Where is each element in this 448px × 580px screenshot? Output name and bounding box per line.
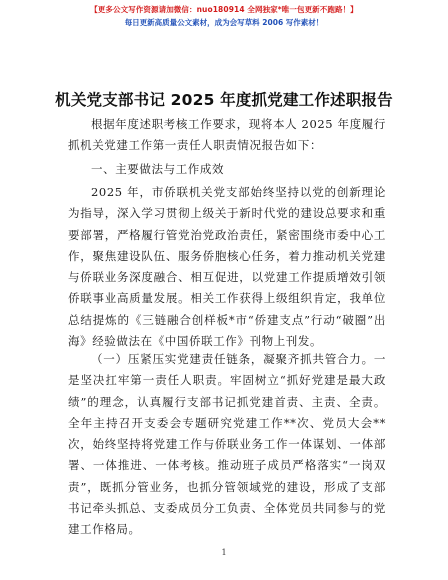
promo-notice-line-1: 【更多公文写作资源请加微信：nuo180914 全网独家*唯一包更新不跑路！】 <box>90 5 358 14</box>
body-paragraph-1: 2025 年，市侨联机关党支部始终坚持以党的创新理论为指导，深入学习贯彻上级关于新时代党的建设总要求和重要部署，严格履行管党治党政治责任，紧密围绕市委中心工作，聚焦建设队伍、服务侨胞核心任务，着力推动机关党建与侨联业务深度融合、相互促进，以党建工作提质增效引领侨联事业高质量发展。相关工作获得上级组织肯定，我单位总结提炼的《三链融合创样板*市“侨建支点”行动“破圈”出海》经验做法在《中国侨联工作》刊物上刊发。 <box>68 185 386 349</box>
document-title: 机关党支部书记 2025 年度抓党建工作述职报告 <box>55 91 393 109</box>
promo-header <box>0 4 448 29</box>
body-paragraph-2: （一）压紧压实党建责任链条，凝聚齐抓共管合力。一是坚决扛牢第一责任人职责。牢固树立“抓好党建是最大政绩”的理念，认真履行支部书记抓党建首责、主责、全责。全年主持召开支委会专题研究党建工作**次、党员大会**次，始终坚持将党建工作与侨联业务工作一体谋划、一体部署、一体推进、一体考核。推动班子成员严格落实“一岗双责”，既抓分管业务，也抓分管领域党的建设，形成了支部书记牵头抓总、支委成员分工负责、全体党员共同参与的党建工作格局。 <box>68 352 386 537</box>
intro-paragraph: 根据年度述职考核工作要求，现将本人 2025 年度履行抓机关党建工作第一责任人职责情况报告如下： <box>68 117 386 153</box>
page-number: 1 <box>221 548 227 557</box>
section-heading: 一、主要做法与工作成效 <box>91 162 225 176</box>
promo-notice-line-2: 每日更新高质量公文素材，成为会写草料 2006 写作素材！ <box>124 18 324 27</box>
